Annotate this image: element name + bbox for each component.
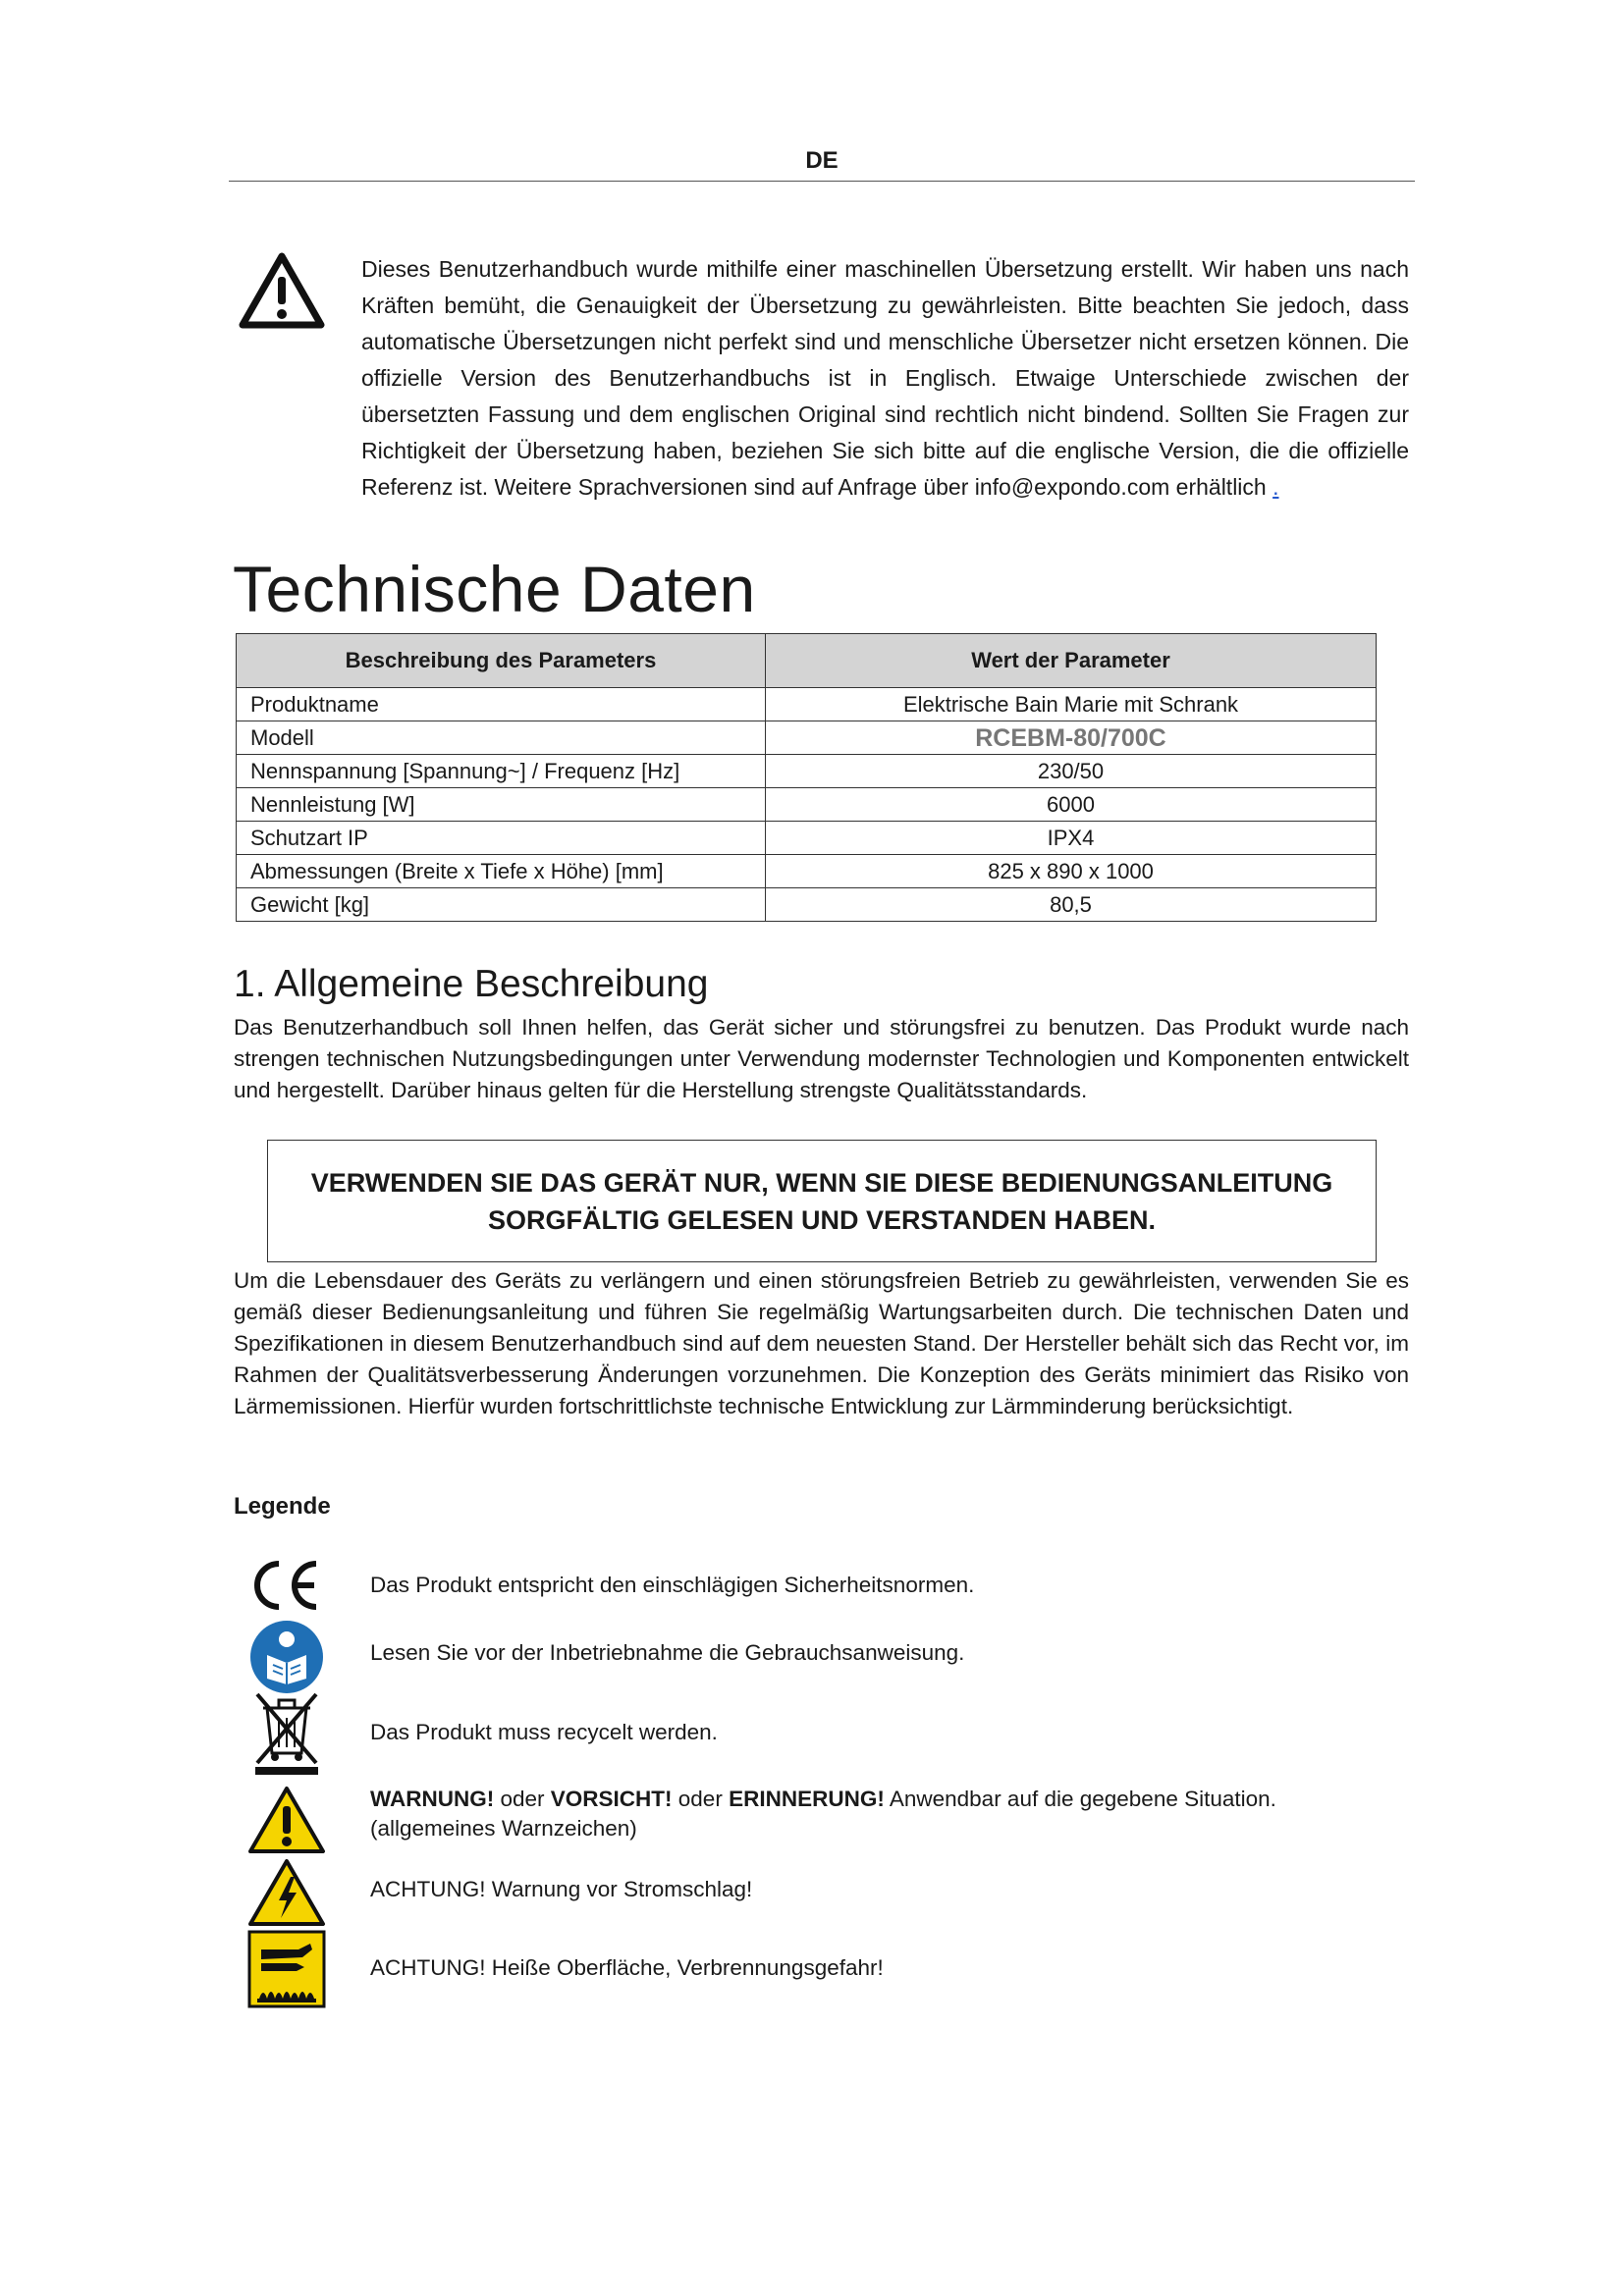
- table-header-row: [237, 634, 1377, 688]
- warning-line: SORGFÄLTIG GELESEN UND VERSTANDEN HABEN.: [487, 1205, 1157, 1235]
- general-warning-icon: [247, 1785, 326, 1860]
- legend-title: Legende: [234, 1493, 331, 1520]
- applicability-text: Anwendbar auf die gegebene Situation.: [884, 1787, 1276, 1811]
- legend-warning-line2: (allgemeines Warnzeichen): [370, 1816, 637, 1841]
- table-row: [237, 755, 1377, 788]
- param-cell: Nennleistung [W]: [237, 788, 766, 822]
- language-code: DE: [805, 147, 839, 174]
- legend-manual-text: Lesen Sie vor der Inbetriebnahme die Gebrauchsanweisung.: [370, 1640, 965, 1665]
- legend-warning-text: [370, 1785, 1276, 1843]
- table-row: [237, 721, 1377, 755]
- param-cell: Produktname: [237, 688, 766, 721]
- electric-shock-warning-icon: [247, 1857, 326, 1933]
- param-cell: Gewicht [kg]: [237, 888, 766, 922]
- table-row: [237, 788, 1377, 822]
- ce-mark-icon: [245, 1556, 324, 1620]
- legend-electric-text: ACHTUNG! Warnung vor Stromschlag!: [370, 1877, 753, 1901]
- reminder-word: ERINNERUNG!: [729, 1787, 885, 1811]
- connector-text: oder: [494, 1787, 551, 1811]
- legend-warning-line: [370, 1785, 1276, 1814]
- table-row: [237, 688, 1377, 721]
- value-cell: RCEBM-80/700C: [766, 721, 1377, 755]
- hot-surface-warning-icon: [247, 1930, 326, 2013]
- notice-link[interactable]: .: [1272, 474, 1279, 500]
- value-cell: IPX4: [766, 822, 1377, 855]
- table-row: [237, 822, 1377, 855]
- maintenance-paragraph: Um die Lebensdauer des Geräts zu verlängern und einen störungsfreien Betrieb zu gewährleisten, verwenden Sie es gemäß dieser Bedienungsanleitung und führen Sie regelmäßig Wartungsarbeiten durch. Die technischen Daten und Spezifikationen in diesem Benutzerhandbuch sind auf dem neuesten Stand. Der Hersteller behält sich das Recht vor, im Rahmen der Qualitätsverbesserung Änderungen vorzunehmen. Die Konzeption des Geräts minimiert das Risiko von Lärmemissionen. Hierfür wurden fortschrittlichste technische Entwicklung zur Lärmminderung berücksichtigt.: [234, 1268, 1409, 1418]
- param-cell: Modell: [237, 721, 766, 755]
- caution-word: VORSICHT!: [550, 1787, 673, 1811]
- page-header: [229, 145, 1415, 182]
- param-cell: Abmessungen (Breite x Tiefe x Höhe) [mm]: [237, 855, 766, 888]
- specs-table: [236, 633, 1377, 922]
- value-cell: Elektrische Bain Marie mit Schrank: [766, 688, 1377, 721]
- param-cell: Schutzart IP: [237, 822, 766, 855]
- header-value: Wert der Parameter: [766, 634, 1377, 688]
- section-heading: 1. Allgemeine Beschreibung: [234, 963, 709, 1005]
- read-manual-icon: [249, 1620, 324, 1699]
- legend-hot-text: ACHTUNG! Heiße Oberfläche, Verbrennungsgefahr!: [370, 1955, 884, 1980]
- notice-text: Dieses Benutzerhandbuch wurde mithilfe einer maschinellen Übersetzung erstellt. Wir haben uns nach Kräften bemüht, die Genauigkeit der Übersetzung zu gewährleisten. Bitte beachten Sie jedoch, dass automatische Übersetzungen nicht perfekt sind und menschliche Übersetzer nicht ersetzen können. Die offizielle Version des Benutzerhandbuchs ist in Englisch. Etwaige Unterschiede zwischen der übersetzten Fassung und dem englischen Original sind rechtlich nicht bindend. Sollten Sie Fragen zur Richtigkeit der Übersetzung haben, beziehen Sie sich bitte auf die englische Version, die die offizielle Referenz ist. Weitere Sprachversionen sind auf Anfrage über info@expondo.com erhältlich: [361, 256, 1409, 500]
- param-cell: Nennspannung [Spannung~] / Frequenz [Hz]: [237, 755, 766, 788]
- intro-paragraph: Das Benutzerhandbuch soll Ihnen helfen, das Gerät sicher und störungsfrei zu benutzen. Das Produkt wurde nach strengen technischen Nutzungsbedingungen unter Verwendung modernster Technologien und Komponenten entwickelt und hergestellt. Darüber hinaus gelten für die Herstellung strengste Qualitätsstandards.: [234, 1015, 1409, 1102]
- table-row: [237, 855, 1377, 888]
- warning-word: WARNUNG!: [370, 1787, 495, 1811]
- value-cell: 6000: [766, 788, 1377, 822]
- value-cell: 230/50: [766, 755, 1377, 788]
- page-title: Technische Daten: [233, 553, 756, 625]
- warning-triangle-icon: [239, 251, 325, 330]
- connector-text: oder: [672, 1787, 730, 1811]
- legend-ce-text: Das Produkt entspricht den einschlägigen Sicherheitsnormen.: [370, 1573, 975, 1597]
- value-cell: 80,5: [766, 888, 1377, 922]
- weee-recycle-bin-icon: [249, 1690, 324, 1780]
- warning-box: [267, 1140, 1377, 1262]
- header-parameter: Beschreibung des Parameters: [237, 634, 766, 688]
- legend-recycle-text: Das Produkt muss recycelt werden.: [370, 1720, 718, 1744]
- translation-notice: [361, 251, 1409, 506]
- table-row: [237, 888, 1377, 922]
- value-cell: 825 x 890 x 1000: [766, 855, 1377, 888]
- warning-line: VERWENDEN SIE DAS GERÄT NUR, WENN SIE DIESE BEDIENUNGSANLEITUNG: [310, 1168, 1333, 1198]
